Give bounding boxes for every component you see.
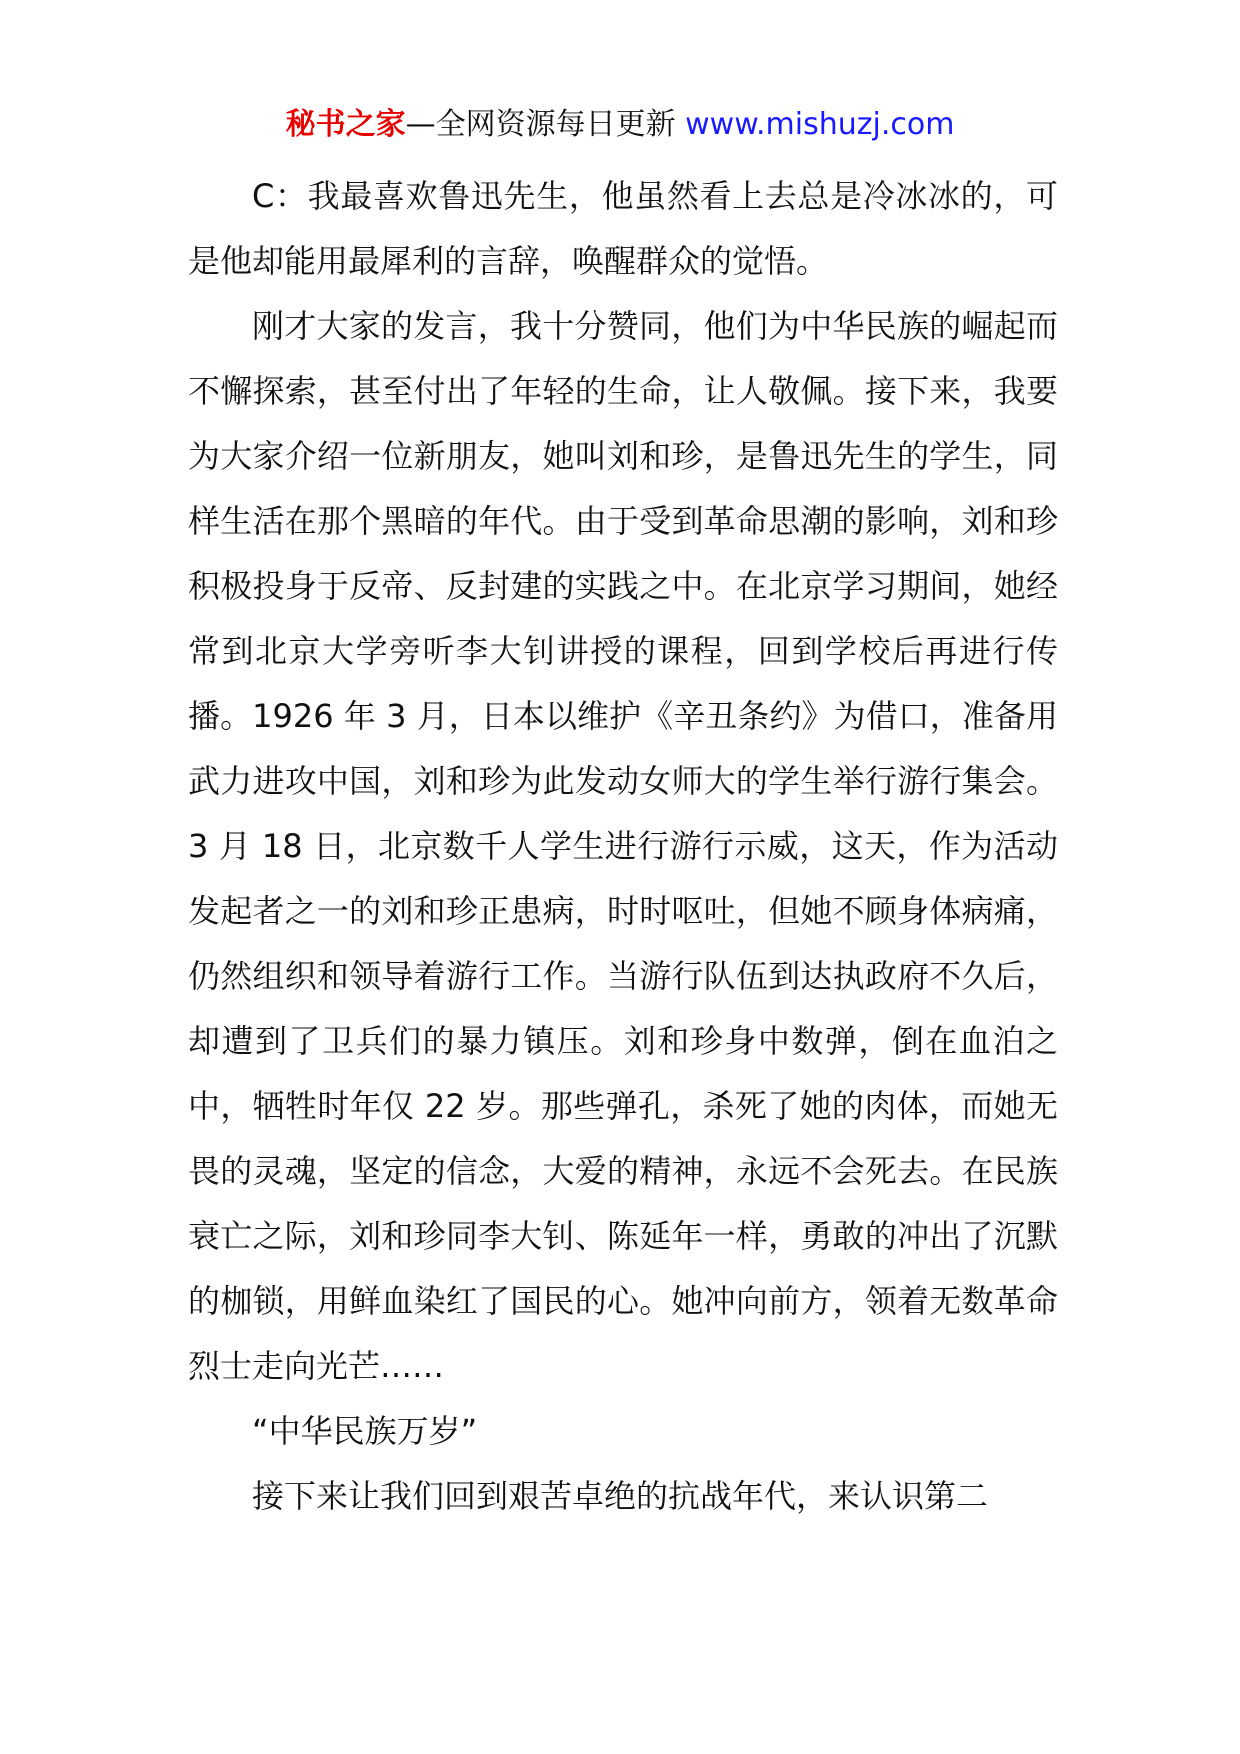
site-brand: 秘书之家 (285, 107, 406, 142)
paragraph-transition: 接下来让我们回到艰苦卓绝的抗战年代，来认识第二 (252, 1477, 989, 1515)
paragraph-slogan: “中华民族万岁” (252, 1412, 478, 1450)
paragraph-liu-hezhen: 刚才大家的发言，我十分赞同，他们为中华民族的崛起而不懈探索，甚至付出了年轻的生命，让人敬佩。接下来，我要为大家介绍一位新朋友，她叫刘和珍，是鲁迅先生的学生，同样生活在那个黑暗的年代。由于受到革命思潮的影响，刘和珍积极投身于反帝、反封建的实践之中。在北京学习期间，她经常到北京大学旁听李大钊讲授的课程，回到学校后再进行传播。1926 年 3 月，日本以维护《辛丑条约》为借口，准备用武力进攻中国，刘和珍为此发动女师大的学生举行游行集会。3 月 18 日，北京数千人学生进行游行示威，这天，作为活动发起者之一的刘和珍正患病，时时呕吐，但她不顾身体病痛，仍然组织和领导着游行工作。当游行队伍到达执政府不久后，却遭到了卫兵们的暴力镇压。刘和珍身中数弹，倒在血泊之中，牺牲时年仅 22 岁。那些弹孔，杀死了她的肉体，而她无畏的灵魂，坚定的信念，大爱的精神，永远不会死去。在民族衰亡之际，刘和珍同李大钊、陈延年一样，勇敢的冲出了沉默的枷锁，用鲜血染红了国民的心。她冲向前方，领着无数革命烈士走向光芒…… (188, 307, 1058, 1385)
paragraph-dialogue-c: C：我最喜欢鲁迅先生，他虽然看上去总是冷冰冰的，可是他却能用最犀利的言辞，唤醒群众的觉悟。 (188, 177, 1058, 280)
site-tagline: —全网资源每日更新 (405, 107, 686, 142)
document-body (188, 164, 1058, 1529)
site-url[interactable]: www.mishuzj.com (685, 107, 955, 142)
page-header (0, 103, 1240, 147)
